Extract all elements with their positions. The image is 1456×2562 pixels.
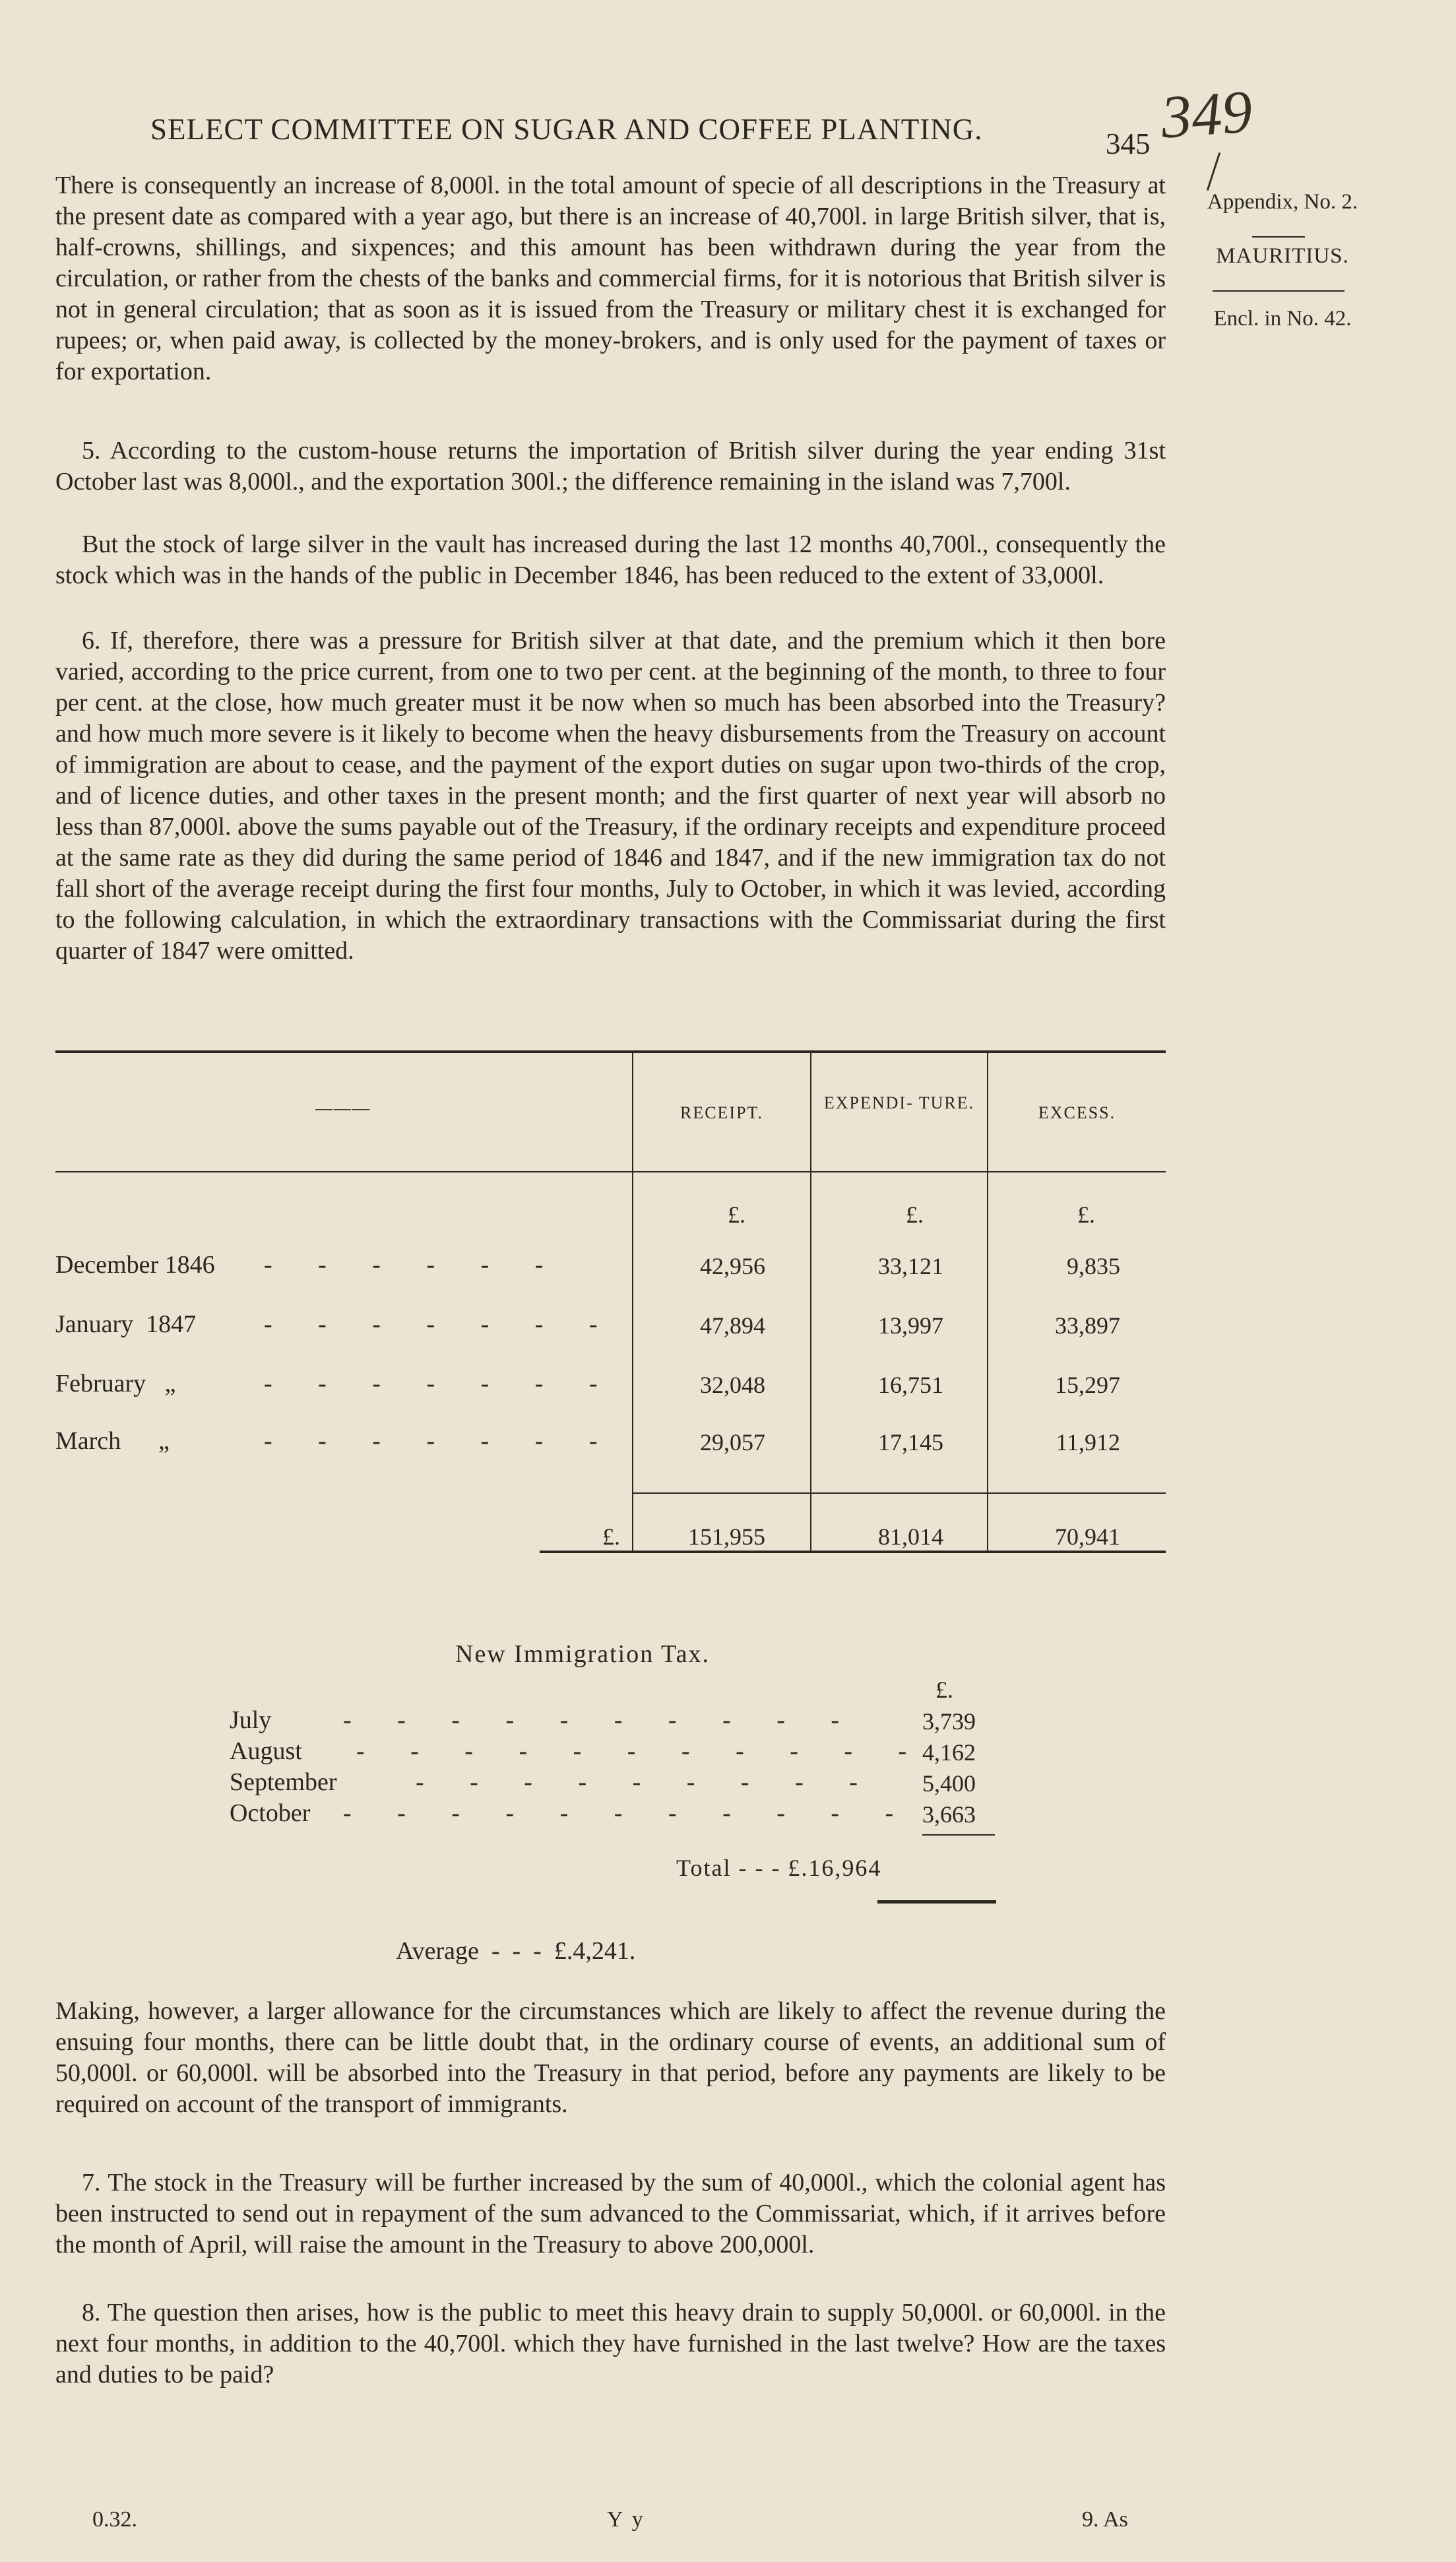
excess-value: 11,912 <box>1056 1429 1120 1456</box>
margin-note-enclosure: Encl. in No. 42. <box>1213 307 1352 331</box>
leader-dots: - - - - - - <box>264 1251 563 1279</box>
excess-value: 33,897 <box>1055 1312 1120 1339</box>
receipt-value: 47,894 <box>700 1312 765 1339</box>
paragraph: Making, however, a larger allowance for the circumstances which are likely to affect the revenue during the ensuing four months, there can be little doubt that, in the ordinary course of events, an additional sum of 50,000l. or 60,000l. will be absorbed into the Treasury in that period, before any payments are likely to be required on account of the transport of immigrants. <box>55 1997 1166 2118</box>
paragraph: 7. The stock in the Treasury will be further increased by the sum of 40,000l., which the colonial agent has been instructed to send out in repayment of the sum advanced to the Commissariat, which, if it arrives before the month of April, will raise the amount in the Treasury to above 200,000l. <box>55 2169 1166 2258</box>
total-double-rule <box>877 1900 996 1904</box>
excess-value: 9,835 <box>1067 1253 1120 1279</box>
margin-note-colony: MAURITIUS. <box>1216 244 1349 268</box>
immigration-value: 4,162 <box>922 1739 976 1766</box>
immigration-value: 3,663 <box>922 1801 976 1828</box>
immigration-month: September <box>230 1768 337 1796</box>
header-excess: EXCESS. <box>1038 1103 1116 1122</box>
leader-dots: - - - - - - - <box>264 1370 617 1397</box>
table-column-rule <box>810 1050 811 1552</box>
header-receipt: RECEIPT. <box>680 1103 764 1122</box>
table-header-rule <box>55 1171 1166 1172</box>
immigration-currency: £. <box>935 1677 953 1703</box>
footer-print-code: 0.32. <box>92 2507 137 2532</box>
paragraph: 5. According to the custom-house returns the importation of British silver during the year ending 31st October last was 8,000l., and the exportation 300l.; the difference remaining in the island was 7,700l. <box>55 437 1166 496</box>
excess-value: 15,297 <box>1055 1372 1120 1398</box>
table-column-rule <box>987 1050 988 1552</box>
table-top-rule <box>55 1050 1166 1053</box>
expenditure-value: 13,997 <box>878 1312 943 1339</box>
currency-unit: £. <box>906 1201 924 1228</box>
running-title: SELECT COMMITTEE ON SUGAR AND COFFEE PLANTING. <box>150 113 983 146</box>
immigration-value: 3,739 <box>922 1708 976 1735</box>
total-currency: £. <box>602 1523 620 1550</box>
expenditure-value: 33,121 <box>878 1253 943 1279</box>
footer-catchword: 9. As <box>1082 2507 1128 2532</box>
leader-dots: - - - - - - - - - - - <box>356 1737 927 1765</box>
row-label: December 1846 <box>55 1251 215 1279</box>
total-excess: 70,941 <box>1055 1523 1120 1550</box>
leader-dots: - - - - - - - <box>264 1310 617 1338</box>
paragraph: 6. If, therefore, there was a pressure for British silver at that date, and the premium which it then bore varied, according to the price current, from one to two per cent. at the beginning of the month, to three to four per cent. at the close, how much greater must it be now when so much has been absorbed into the Treasury? and how much more severe is it likely to become when the heavy disbursements from the Treasury on account of immigration are about to cease, and the payment of the export duties on sugar upon two-thirds of the crop, and of licence duties, and other taxes in the present month; and the first quarter of next year will absorb no less than 87,000l. above the sums payable out of the Treasury, if the ordinary receipts and expenditure proceed at the same rate as they did during the same period of 1846 and 1847, and if the new immigration tax do not fall short of the average receipt during the first four months, July to October, in which it was levied, according to the following calculation, in which the extraordinary transactions with the Commissariat during the first quarter of 1847 were omitted. <box>55 627 1166 965</box>
page-number: 345 <box>1106 127 1151 160</box>
receipt-value: 29,057 <box>700 1429 765 1456</box>
row-label: March „ <box>55 1427 170 1455</box>
immigration-month: July <box>230 1706 272 1734</box>
margin-note-appendix: Appendix, No. 2. <box>1207 190 1358 214</box>
receipt-value: 42,956 <box>700 1253 765 1279</box>
margin-divider <box>1252 236 1305 238</box>
total-expenditure: 81,014 <box>878 1523 943 1550</box>
paragraph: 8. The question then arises, how is the public to meet this heavy drain to supply 50,000l. or 60,000l. in the next four months, in addition to the 40,700l. which they have furnished in the last twelve? How are the taxes and duties to be paid? <box>55 2299 1166 2388</box>
footer-signature-mark: Y y <box>607 2507 645 2532</box>
immigration-month: October <box>230 1799 311 1827</box>
paragraph: But the stock of large silver in the vault has increased during the last 12 months 40,700l., consequently the stock which was in the hands of the public in December 1846, has been reduced to the extent of 33,000l. <box>55 530 1166 589</box>
immigration-month: August <box>230 1737 302 1765</box>
total-receipt: 151,955 <box>688 1523 765 1550</box>
currency-unit: £. <box>728 1201 745 1228</box>
currency-unit: £. <box>1077 1201 1095 1228</box>
receipt-value: 32,048 <box>700 1372 765 1398</box>
leader-dots: - - - - - - - - - - <box>343 1706 860 1734</box>
paragraph: There is consequently an increase of 8,000l. in the total amount of specie of all descriptions in the Treasury at the present date as compared with a year ago, but there is an increase of 40,700l. in large British silver, that is, half-crowns, shillings, and sixpences; and this amount has been withdrawn during the year from the circulation, or rather from the chests of the banks and commercial firms, for it is notorious that British silver is not in general circulation; that as soon as it is issued from the Treasury or military chest it is exchanged for rupees; or, when paid away, is collected by the money-brokers, and is only used for the payment of taxes or for exportation. <box>55 172 1166 385</box>
expenditure-value: 17,145 <box>878 1429 943 1456</box>
immigration-title: New Immigration Tax. <box>455 1640 710 1668</box>
leader-dots: - - - - - - - - - <box>416 1768 877 1796</box>
stub-header: ——— <box>315 1099 371 1118</box>
immigration-value: 5,400 <box>922 1770 976 1797</box>
immigration-average: Average - - - £.4,241. <box>396 1937 636 1965</box>
leader-dots: - - - - - - - - - - - <box>343 1799 914 1827</box>
row-label: February „ <box>55 1370 176 1397</box>
table-bottom-rule <box>540 1551 1166 1553</box>
margin-divider <box>1213 290 1345 292</box>
leader-dots: - - - - - - - <box>264 1427 617 1455</box>
expenditure-value: 16,751 <box>878 1372 943 1398</box>
table-column-rule <box>632 1050 633 1552</box>
table-total-rule <box>632 1492 1166 1494</box>
row-label: January 1847 <box>55 1310 197 1338</box>
header-expenditure: EXPENDI- TURE. <box>823 1093 975 1112</box>
immigration-total: Total - - - £.16,964 <box>676 1855 882 1881</box>
handwritten-folio-number: 349 <box>1158 77 1255 151</box>
handwritten-stroke <box>1207 152 1220 191</box>
sum-rule <box>922 1834 995 1836</box>
